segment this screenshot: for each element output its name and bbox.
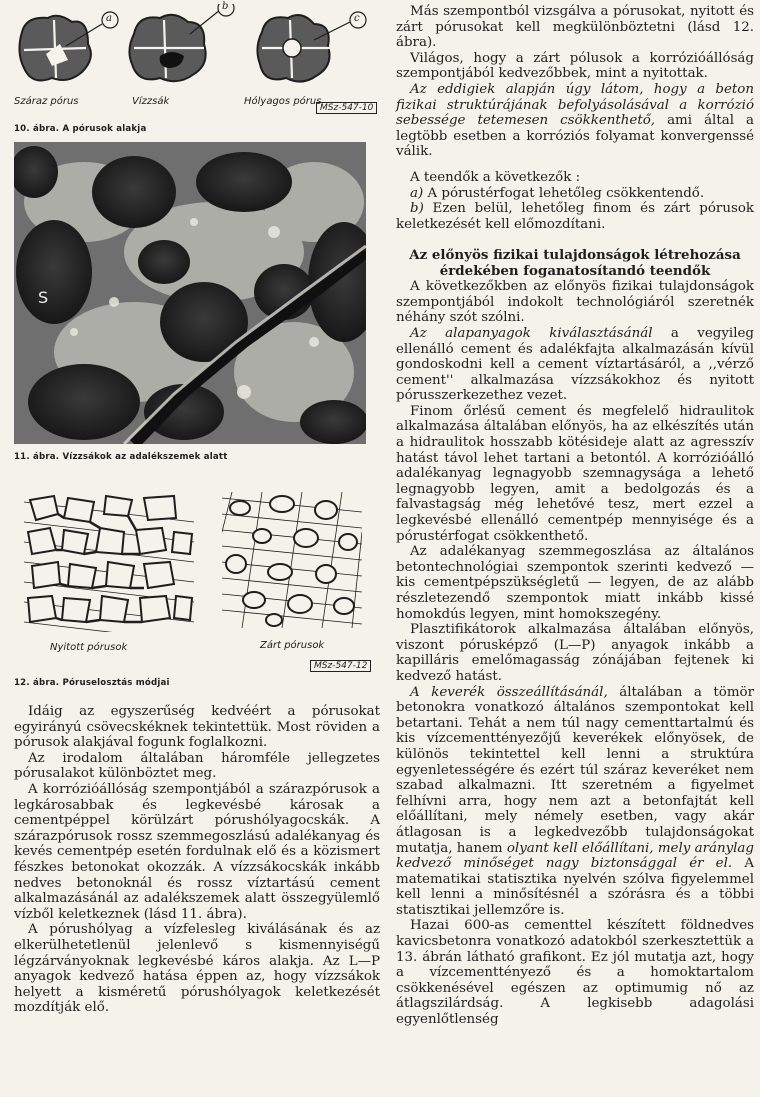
paragraph-text: a vegyileg ellenálló cement és adalékfajta alkalmazásán kívül gondoskodni kell a cement víztartásáról, a ,,vérző cement'' alkalmazása vízzsákokhoz és nyitott pórusszerkezethez vezet. <box>396 325 754 404</box>
paragraph <box>396 82 754 160</box>
paragraph: Az irodalom általában háromféle jellegzetes pórusalakot különböztet meg. <box>14 750 380 782</box>
list-marker: a) <box>410 185 424 201</box>
closed-pores-illustration <box>222 492 362 628</box>
label-dry-pore: Száraz pórus <box>14 96 79 107</box>
open-pores-illustration <box>24 492 194 632</box>
left-body-text <box>14 704 380 1016</box>
figure-11-photo <box>14 142 366 444</box>
paragraph: Hazai 600-as cementtel készített földnedves kavicsbetonra vonatkozó adatokból szerkesztettük a 13. ábrán látható grafikont. Ez jól mutatja azt, hogy a vízcementtényező és a homoktartalom csökkenésével egészen az optimumig nő az átlagszilárdság. A legkisebb adagolási egyenlőtlenség <box>396 918 754 1028</box>
photo-label-s: S <box>38 288 49 307</box>
marker-a: a <box>106 13 112 24</box>
section-heading: Az előnyös fizikai tulajdonságok létrehozása érdekében foganatosítandó teendők <box>409 247 741 279</box>
paragraph-text: általában a tömör betonokra vonatkozó általános szempontokat kell betartani. Tehát a nem túl nagy cementtartalmú és kis vízcementtényezőjű keverékek előnyösek, de különös tekintettel kell lenni a struktúra egyenletességére és ezért túl száraz keveréket nem szabad alkalmazni. Itt szeretném a figyelmet felhívni arra, hogy nem azt a betonfajtát kell előállítani, mely némely esetben, vagy akár átlagosan is a legkedvezőbb tulajdonságokat mutatja, hanem <box>396 684 754 856</box>
marker-b: b <box>222 1 229 12</box>
marker-c: c <box>354 13 360 24</box>
figure-10-illustration <box>14 4 380 108</box>
label-water-pocket: Vízzsák <box>132 96 170 107</box>
paragraph-text: A matematikai statisztika nyelvén szólva figyelemmel kell lenni a minősítésnél a szórásra és a többi statisztikai jellemzőre is. <box>396 856 754 918</box>
list-item-text: Ezen belül, lehetőleg finom és zárt pórusok keletkezését kell előmozdítani. <box>396 201 754 232</box>
paragraph: Az adalékanyag szemmegoszlása az általános betontechnológiai szempontok szerinti kedvező — kis cementpépszükségletű — legyen, de az alább részletezendő szempontok miatt inkább kissé homokdús legyen, mint homokszegény. <box>396 544 754 622</box>
label-bubble-pore: Hólyagos pórus <box>244 96 322 107</box>
paragraph: Világos, hogy a zárt pólusok a korrózióállóság szempontjából kedvezőbbek, mint a nyitottak. <box>396 50 754 82</box>
figure-11-caption: 11. ábra. Vízzsákok az adalékszemek alatt <box>14 452 228 462</box>
figure-12 <box>14 492 380 671</box>
paragraph: A teendők a következők : <box>410 169 581 185</box>
paragraph: A következőkben az előnyös fizikai tulajdonságok szempontjából indokolt technológiáról szeretnék néhány szót szólni. <box>396 279 754 326</box>
figure-10-caption: 10. ábra. A pórusok alakja <box>14 124 147 134</box>
italic-emphasis: A keverék összeállításánál, <box>410 684 608 700</box>
figure-12-caption: 12. ábra. Póruselosztás módjai <box>14 678 170 688</box>
italic-emphasis: olyant kell előállítani, mely aránylag kedvező minőséget nagy biztonsággal ér el. <box>396 840 754 872</box>
list-item-text: A pórustérfogat lehetőleg csökkentendő. <box>423 185 705 201</box>
italic-emphasis: Az alapanyagok kiválasztásánál <box>410 325 653 341</box>
italic-emphasis: Az eddigiek alapján úgy látom, hogy a beton fizikai struktúrájának befolyásolásával a korrózió sebessége tetemesen csökkenthető, <box>396 81 754 129</box>
paragraph: A pórushólyag a vízfelesleg kiválásának és az elkerülhetetlenül jelenlevő s kismennyiségű légzárványoknak legkevésbé káros alakja. Az L—P anyagok kedvező hatása éppen az, hogy vízzsákok helyett a kisméretű pórushólyagok keletkezését mozdítják elő. <box>14 922 380 1016</box>
concrete-photo <box>14 142 366 444</box>
paragraph: Plasztifikátorok alkalmazása általában előnyös, viszont pórusképző (L—P) anyagok inkább a kapilláris emelőmagasság zónájában fejtenek ki kedvező hatást. <box>396 622 754 684</box>
list-marker: b) <box>410 201 424 217</box>
figure-10 <box>14 1 380 120</box>
left-column <box>14 1 380 1016</box>
paragraph <box>396 685 754 919</box>
label-open-pores: Nyitott pórusok <box>50 642 128 653</box>
right-column <box>396 4 754 1028</box>
paragraph-text: ami által a legtöbb esetben a korróziós folyamat konvergenssé válik. <box>396 113 754 160</box>
paragraph <box>396 326 754 404</box>
paragraph: A korrózióállóság szempontjából a szárazpórusok a legkárosabbak és legkevésbé károsak a cementpéppel körülzárt pórushólyagocskák. A szárazpórusok rossz szemmegoszlású adalékanyag és kevés cementpép esetén fordulnak elő és a közismert fészkes betonokat okozzák. A vízzsákocskák inkább nedves betonoknál és rossz víztartású cement alkalmazásánál az adalékszemek alatt összegyülemlő vízből keletkeznek (lásd 11. ábra). <box>14 781 380 922</box>
paragraph: Finom őrlésű cement és megfelelő hidraulitok alkalmazása általában előnyös, ha az elkészítés után a hidraulitok hosszabb kötésideje alatt az agresszív hatást távol lehet tartani a betontól. A korrózióálló adalékanyag legnagyobb szemnagysága a lehető legnagyobb legyen, amit a bedolgozás és a falvastagság még lehetővé tesz, mert ezzel a legkevésbé ellenálló cementpép mennyisége és a pórustérfogat csökkenthető. <box>396 403 754 544</box>
figure-10-code: MSz-547-10 <box>316 102 377 114</box>
list-item <box>396 201 754 232</box>
label-closed-pores: Zárt pórusok <box>260 640 325 651</box>
paragraph: Idáig az egyszerűség kedvéért a pórusokat egyirányú csövecskéknek tekintettük. Most röviden a pórusok alakjával fogunk foglalkozni. <box>14 704 380 751</box>
figure-12-code: MSz-547-12 <box>310 660 371 672</box>
list-item <box>396 186 754 202</box>
paragraph: Más szempontból vizsgálva a pórusokat, nyitott és zárt pórusokat kell megkülönböztetni (lásd 12. ábra). <box>396 4 754 51</box>
